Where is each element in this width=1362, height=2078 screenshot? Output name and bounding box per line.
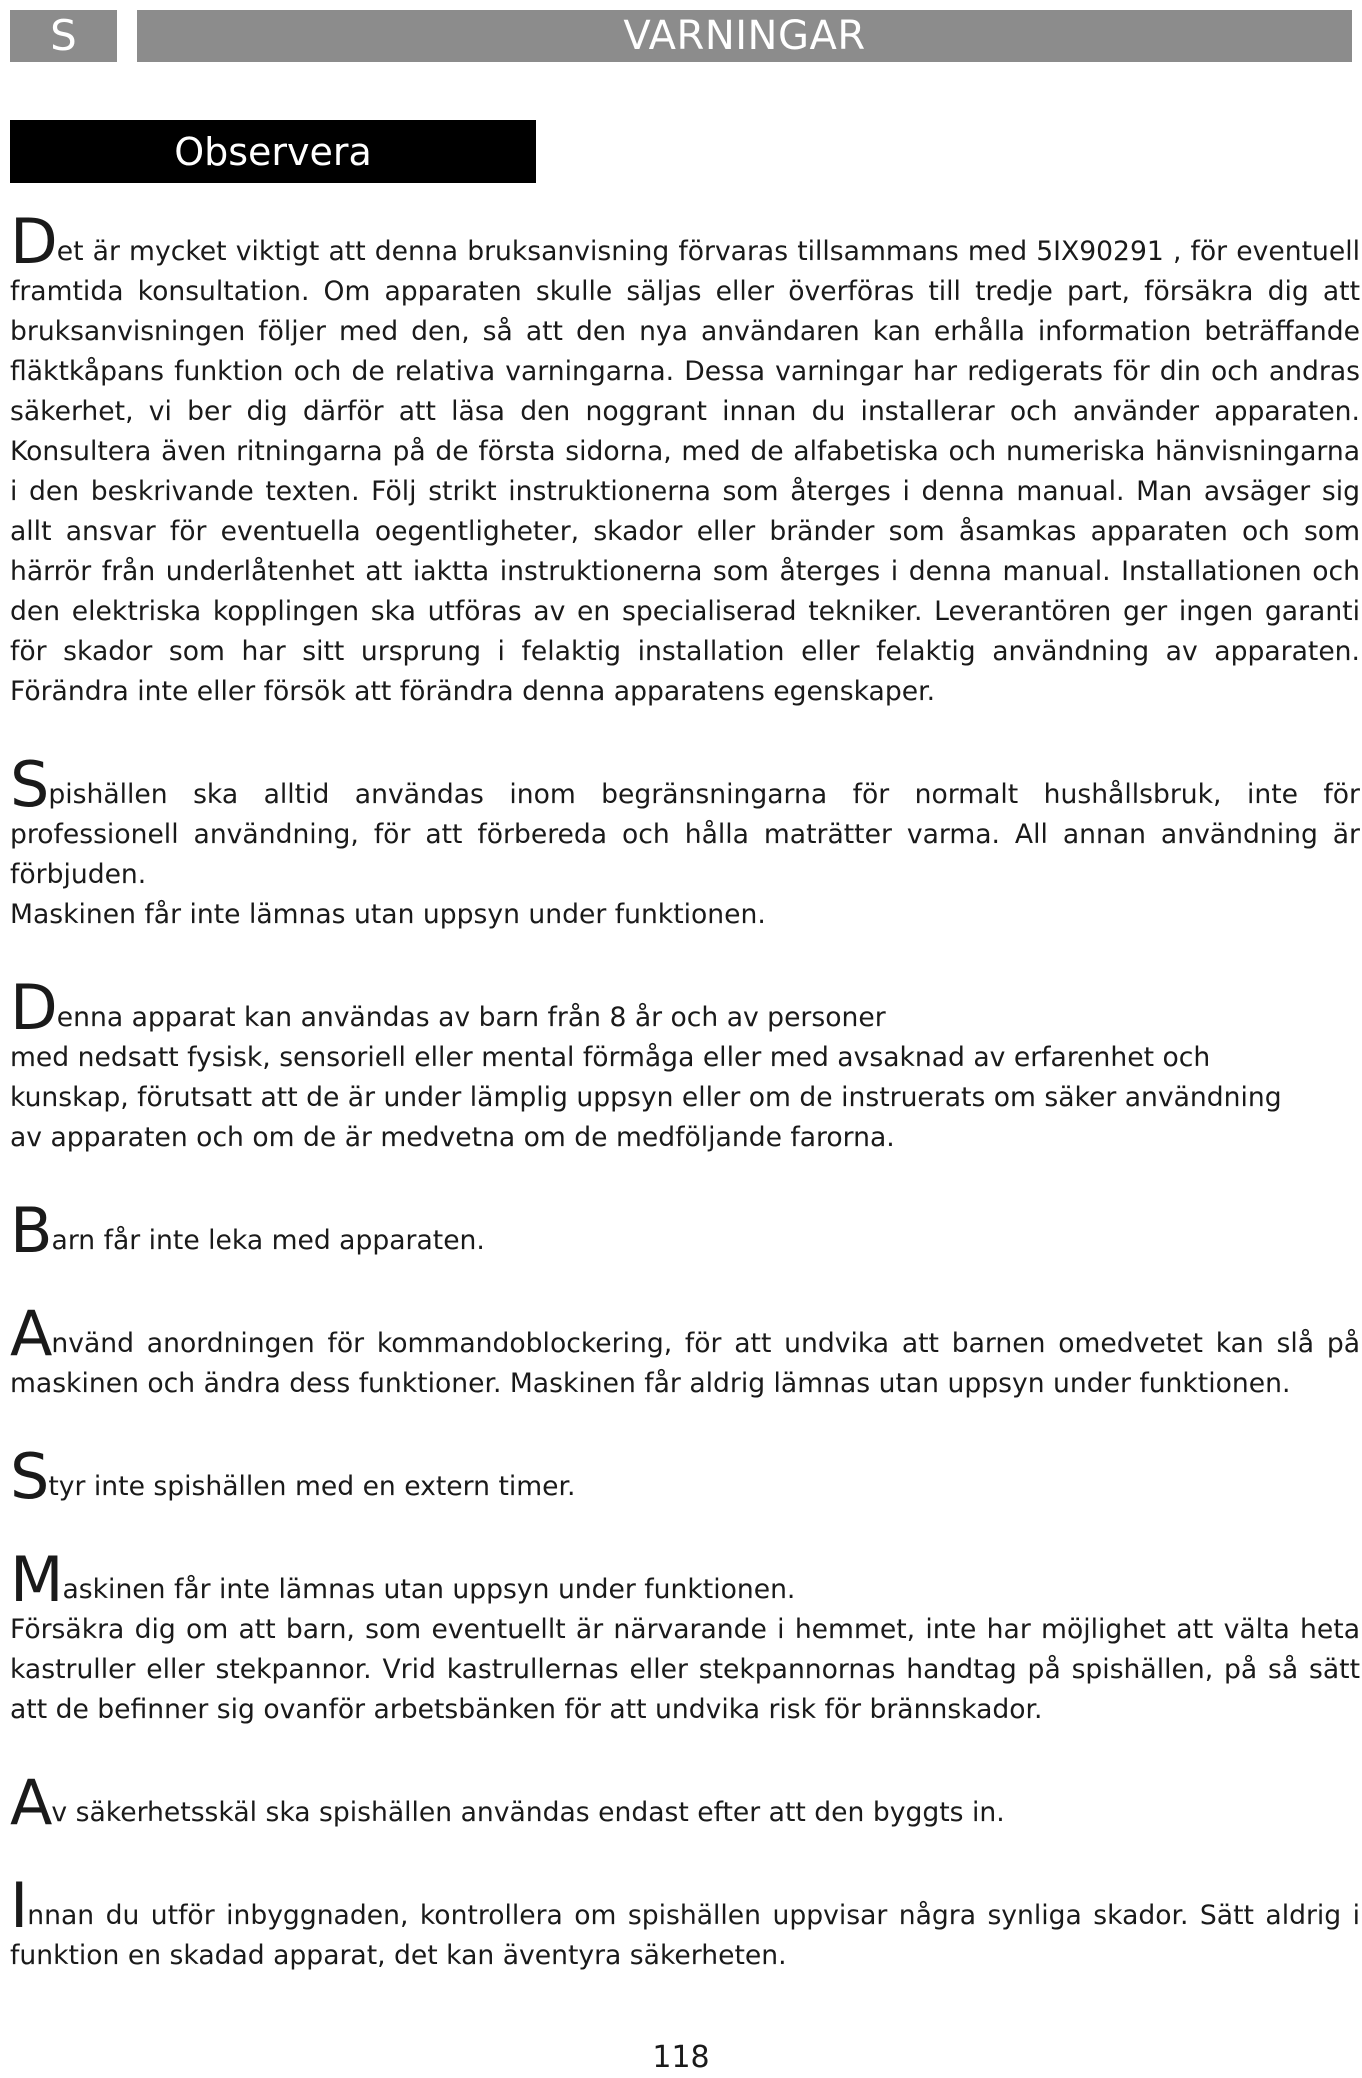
page-number: 118 [652,2040,710,2075]
paragraph-text: et är mycket viktigt att denna bruksanvisning förvaras tillsammans med 5IX90291 , för eventuell framtida konsultation. Om apparaten skulle säljas eller överföras till tredje part, försäkra dig att bruksanvisningen följer med den, så att den nya användaren kan erhålla information beträffande fläktkåpans funktion och de relativa varningarna. Dessa varningar har redigerats för din och andras säkerhet, vi ber dig därför att läsa den noggrant innan du installerar och använder apparaten. Konsultera även ritningarna på de första sidorna, med de alfabetiska och numeriska hänvisningarna i den beskrivande texten. Följ strikt instruktionerna som återges i denna manual. Man avsäger sig allt ansvar för eventuella oegentligheter, skador eller bränder som åsamkas apparaten och som härrör från underlåtenhet att iaktta instruktionerna som återges i denna manual. Installationen och den elektriska kopplingen ska utföras av en specialiserad tekniker. Leverantören ger ingen garanti för skador som har sitt ursprung i felaktig installation eller felaktig användning av apparaten. Förändra inte eller försök att förändra denna apparatens egenskaper. [10,236,1360,707]
drop-cap: S [10,1440,49,1513]
paragraph-damage-check [10,1869,1360,1976]
paragraph-line [10,748,1360,895]
paragraph-line: kunskap, förutsatt att de är under lämplig uppsyn eller om de instruerats om säker användning [10,1082,1282,1113]
paragraph-line [10,1440,1360,1513]
language-code: S [50,11,77,60]
header-title-bar [137,10,1352,62]
drop-cap: B [10,1194,52,1267]
paragraph-line [10,1766,1360,1839]
drop-cap: I [10,1869,28,1942]
drop-cap: A [10,1766,52,1839]
paragraph-text: tyr inte spishällen med en extern timer. [48,1471,576,1502]
section-title: Observera [174,129,372,174]
paragraph-built-in [10,1766,1360,1839]
paragraph-external-timer [10,1440,1360,1513]
paragraph-intro [10,205,1360,712]
paragraph-children-play [10,1194,1360,1267]
drop-cap: A [10,1297,52,1370]
paragraph-usage-limits [10,748,1360,935]
drop-cap: D [10,971,57,1044]
paragraph-text: enna apparat kan användas av barn från 8 år och av personer [56,1002,886,1033]
paragraph-line [10,971,1360,1044]
drop-cap: S [10,748,49,821]
paragraph-text: arn får inte leka med apparaten. [51,1225,485,1256]
warnings-content [10,205,1360,2029]
paragraph-text: pishällen ska alltid användas inom begränsningarna för normalt hushållsbruk, inte för professionell användning, för att förbereda och hålla maträtter varma. All annan användning är förbjuden. [10,779,1360,890]
paragraph-line [10,1297,1360,1404]
paragraph-line [10,205,1360,712]
paragraph-children-persons [10,971,1360,1158]
paragraph-text: nvänd anordningen för kommandoblockering, för att undvika att barnen omedvetet kan slå på maskinen och ändra dess funktioner. Maskinen får aldrig lämnas utan uppsyn under funktionen. [10,1328,1360,1399]
language-code-badge [10,10,117,62]
paragraph-text: v säkerhetsskäl ska spishällen användas endast efter att den byggts in. [51,1797,1005,1828]
paragraph-command-lock [10,1297,1360,1404]
paragraph-supervision [10,1543,1360,1730]
drop-cap: M [10,1543,63,1616]
paragraph-text: nnan du utför inbyggnaden, kontrollera om spishällen uppvisar några synliga skador. Sätt aldrig i funktion en skadad apparat, det kan äventyra säkerheten. [10,1900,1360,1971]
paragraph-line: Maskinen får inte lämnas utan uppsyn under funktionen. [10,899,766,930]
paragraph-line [10,1194,1360,1267]
paragraph-text: askinen får inte lämnas utan uppsyn under funktionen. [62,1574,796,1605]
paragraph-line: av apparaten och om de är medvetna om de medföljande farorna. [10,1122,895,1153]
section-title-bar [10,120,536,183]
paragraph-line [10,1869,1360,1976]
paragraph-line: med nedsatt fysisk, sensoriell eller mental förmåga eller med avsaknad av erfarenhet och [10,1042,1211,1073]
paragraph-line [10,1543,1360,1616]
paragraph-line: Försäkra dig om att barn, som eventuellt är närvarande i hemmet, inte har möjlighet att välta heta kastruller eller stekpannor. Vrid kastrullernas eller stekpannornas handtag på spishällen, på så sätt att de befinner sig ovanför arbetsbänken för att undvika risk för brännskador. [10,1614,1360,1725]
page-title: VARNINGAR [623,13,866,59]
drop-cap: D [10,205,57,278]
